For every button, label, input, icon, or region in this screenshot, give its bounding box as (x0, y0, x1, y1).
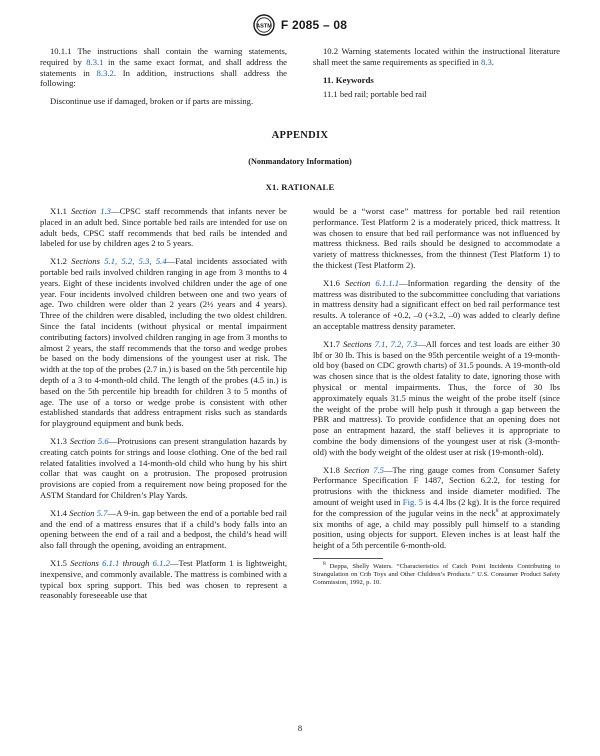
footnote-marker[interactable]: 8 (495, 507, 499, 514)
ref-1-3[interactable]: 1.3 (100, 206, 111, 216)
ref-fig-5[interactable]: Fig. 5 (402, 496, 423, 507)
paragraph-x1-5: X1.5 Sections 6.1.1 through 6.1.2—Test Platform 1 is lightweight, inexpensive, and commonly available. The mattress is combined with a typical box spring support. This bed was chosen to represent a reasonably foreseeable use that (40, 557, 288, 601)
svg-text:ASTM: ASTM (255, 23, 272, 30)
astm-logo-icon (253, 14, 275, 36)
ref-8-3-1[interactable]: 8.3.1 (86, 56, 104, 67)
paragraph-x1-8: X1.8 Section 7.5—The ring gauge comes from Consumer Safety Performance Specification F 1487, Section 6.2.2, for testing for protrusions with the thickness and inside diameter modified. The amount of weight used in Fig. 5 is 4.4 lbs (2 kg). It is the force required for the compression of the jugular veins in the neck$^8$ at approximately six months of age, a child may possibly pull himself to a standing position, using objects for support. Eleven inches is at least half the height of a 5th percentile 6-month-old. (313, 464, 561, 551)
paragraph-x1-1: X1.1 Section 1.3—CPSC staff recommends that infants never be placed in an adult bed. Since portable bed rails are intended for use on adult beds, CPSC staff recommends that bed rails be intended and labeled for use by children ages 2 to 5 years. (40, 206, 287, 249)
appendix-title: APPENDIX (271, 130, 329, 141)
footnote-divider (313, 558, 383, 559)
paragraph-10-1-1-statement: Discontinue use if damaged, broken or if parts are missing. (50, 96, 254, 107)
paragraph-10-2: 10.2 Warning statements located within the instructional literature shall meet the same requirements as specified in 8.3. (313, 46, 560, 67)
page-number: 8 (297, 723, 303, 733)
top-left-column (40, 46, 287, 114)
ref-8-3[interactable]: 8.3 (481, 56, 492, 67)
paragraph-x1-6: X1.6 Section 6.1.1.1—Information regarding the density of the mattress was distributed to the subcommittee concluding that variations in mattress density had a significant effect on bed rail performance test results. A tolerance of +0.2, –0 (+3.2, –0) was added to clearly define an acceptable mattress density parameter. (313, 277, 560, 331)
ref-8-3-2[interactable]: 8.3.2 (96, 67, 114, 78)
section-heading-x1: X1. RATIONALE (265, 182, 335, 192)
paragraph-x1-7: X1.7 Sections 7.1, 7.2, 7.3—All forces and test loads are either 30 lbf or 30 lb. This is based on the 95th percentile weight of a 19-month-old boy (based on CDC growth charts) of 31.5 pounds. A 19-month-old was chosen since that is the oldest fatality to date, ignoring those with physical or mental impairments. Thus, the force of 30 lbs approximately equals 31.5 minus the weight of the probe itself (since the weight of the probe will help push it through a gap between the PBR and mattress). To provide confidence that an opening does not pose an entrapment hazard, the staff believes it is appropriate to combine the body dimensions of the youngest user at risk (3-month-old) with the body weight of the oldest user at risk (19-month-old). (313, 338, 560, 457)
footnote-8: $^8$ Deppa, Shelly Waters. “Characteristics of Catch Point Incidents Contributing to Strangulation on Crib Toys and Other Children’s Products.” U.S. Consumer Product Safety Commission, 1992, p. 10. (313, 560, 560, 587)
appendix-subtitle: (Nonmandatory Information) (248, 157, 352, 166)
ref-7-5[interactable]: 7.5 (373, 464, 384, 475)
ref-5-6[interactable]: 5.6 (97, 435, 109, 446)
standard-designation: F 2085 – 08 (280, 18, 348, 32)
paragraph-x1-5-continued: would be a “worst case” mattress for portable bed rail retention performance. Test Platform 2 is a moderately priced, thick mattress. It was chosen to ensure that bed rail performance was not influenced by mattress thickness. Bed rails should be designed to accommodate a variety of mattress thicknesses, from the thinnest (Test Platform 1) to the thickest (Test Platform 2). (313, 206, 560, 270)
ref-5-1-5-4[interactable]: 5.1, 5.2, 5.3, 5.4 (104, 256, 167, 267)
paragraph-x1-4: X1.4 Section 5.7—A 9-in. gap between the end of a portable bed rail and the end of a mattress ensures that if a child’s body falls into an opening between the end of a rail and a bedpost, the child’s head will also fall through the opening, avoiding an entrapment. (40, 507, 287, 551)
ref-5-7[interactable]: 5.7 (96, 507, 108, 518)
ref-7-1-7-3[interactable]: 7.1, 7.2, 7.3 (374, 338, 418, 349)
paragraph-x1-2: X1.2 Sections 5.1, 5.2, 5.3, 5.4—Fatal incidents associated with portable bed rails involved children ranging in age from 3 months to 4 years. Eight of these incidents involved children under the age of one year. Four incidents involved children between one and two years of age. Two children were older than 2 years (2½ years and 4 years). Three of the children were disabled, including the two oldest children. Since the fatal incidents (without physical or mental impairment contributing factors) involved children ranging in age from 3 months to almost 2 years, the staff recommends that the torso and wedge probes be based on the body dimensions of the youngest user at risk. The width at the top of the probes (2.7 in.) is based on the 5th percentile hip depth of a 3 to 4-month-old child. The length of the probes (4.5 in.) is based on the 5th percentile hip breadth for children 3 to 5 months of age. The use of a torso or wedge probe is consistent with other established standards that address entrapment risks such as standards for playground equipment and bunk beds. (40, 256, 288, 429)
page-header (0, 14, 600, 36)
ref-6-1-1[interactable]: 6.1.1 (102, 557, 120, 568)
paragraph-x1-3: X1.3 Section 5.6—Protrusions can present strangulation hazards by creating catch points for strings and loose clothing. One of the bed rail related fatalities involved a 14-month-old child who hung by his shirt collar that was caught on a protrusion. The proposed protrusion provisions are copied from a requirement now being proposed for the ASTM Standard for Children’s Play Yards. (40, 435, 287, 500)
right-body-column (313, 206, 560, 588)
keywords-heading: 11. Keywords (323, 74, 374, 85)
keywords-text: 11.1 bed rail; portable bed rail (323, 89, 427, 100)
ref-6-1-1-1[interactable]: 6.1.1.1 (375, 277, 400, 288)
top-right-column (313, 46, 560, 107)
paragraph-10-1-1: 10.1.1 The instructions shall contain the warning statements, required by 8.3.1 in the same exact format, and shall address the statements in 8.3.2. In addition, instructions shall address the following: (40, 46, 287, 89)
left-body-column (40, 206, 287, 608)
ref-6-1-2[interactable]: 6.1.2 (152, 557, 170, 568)
